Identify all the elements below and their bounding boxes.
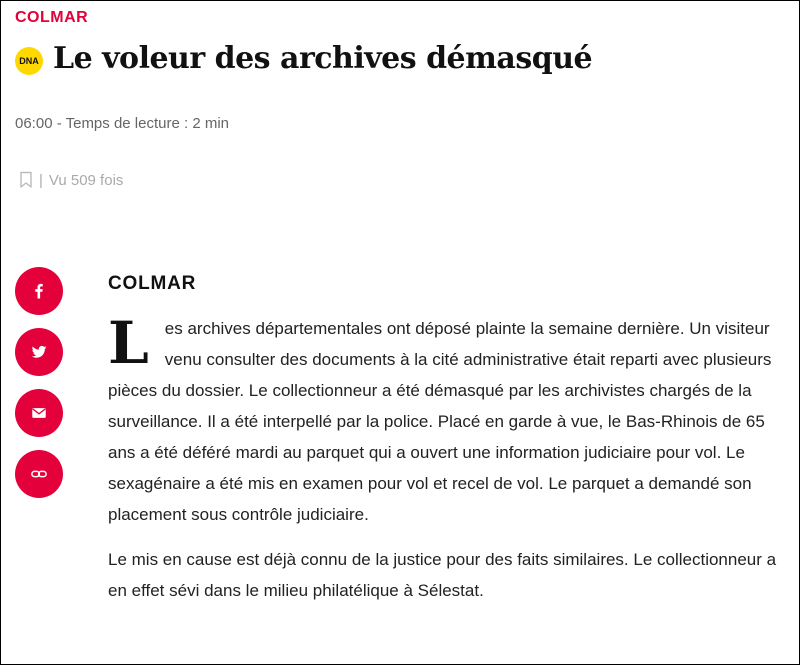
twitter-icon [30,343,48,361]
share-bar [15,267,63,511]
article-stats [19,171,123,189]
article-paragraph: Le mis en cause est déjà connu de la justice pour des faits similaires. Le collectionneur a en effet sévi dans le milieu philatélique à Sélestat. [108,550,777,600]
view-count: Vu 509 fois [48,171,124,189]
share-twitter-button[interactable] [15,328,63,376]
share-facebook-button[interactable] [15,267,63,315]
drop-cap: L [108,309,149,377]
article-paragraph [108,309,788,530]
paragraph-text: es archives départementales ont déposé plainte la semaine dernière. Un visiteur venu consulter des documents à la cité administrative était reparti avec plusieurs pièces du dossier. Le collectionneur a été démasqué par les archivistes chargés de la surveillance. Il a été interpellé par la police. Placé en garde à vue, le Bas-Rhinois de 65 ans a été déféré mardi au parquet qui a ouvert une information judiciaire pour vol. Le sexagénaire a été mis en examen pour vol et recel de vol. Le parquet a demandé son placement sous contrôle judiciaire. [108,319,772,524]
article-meta: 06:00 - Temps de lecture : 2 min [15,115,229,132]
facebook-icon [30,282,48,300]
article-location: COLMAR [108,273,197,294]
article-body [108,273,788,620]
page-title: Le voleur des archives démasqué [53,41,593,76]
title-row [15,41,592,76]
bookmark-icon[interactable] [19,171,33,189]
stats-separator: | [39,171,43,189]
email-icon [30,404,48,422]
share-link-button[interactable] [15,450,63,498]
dna-logo-text: DNA [19,55,39,66]
category-label[interactable]: COLMAR [15,9,89,26]
dna-logo [15,47,43,75]
link-icon [30,465,48,483]
share-email-button[interactable] [15,389,63,437]
